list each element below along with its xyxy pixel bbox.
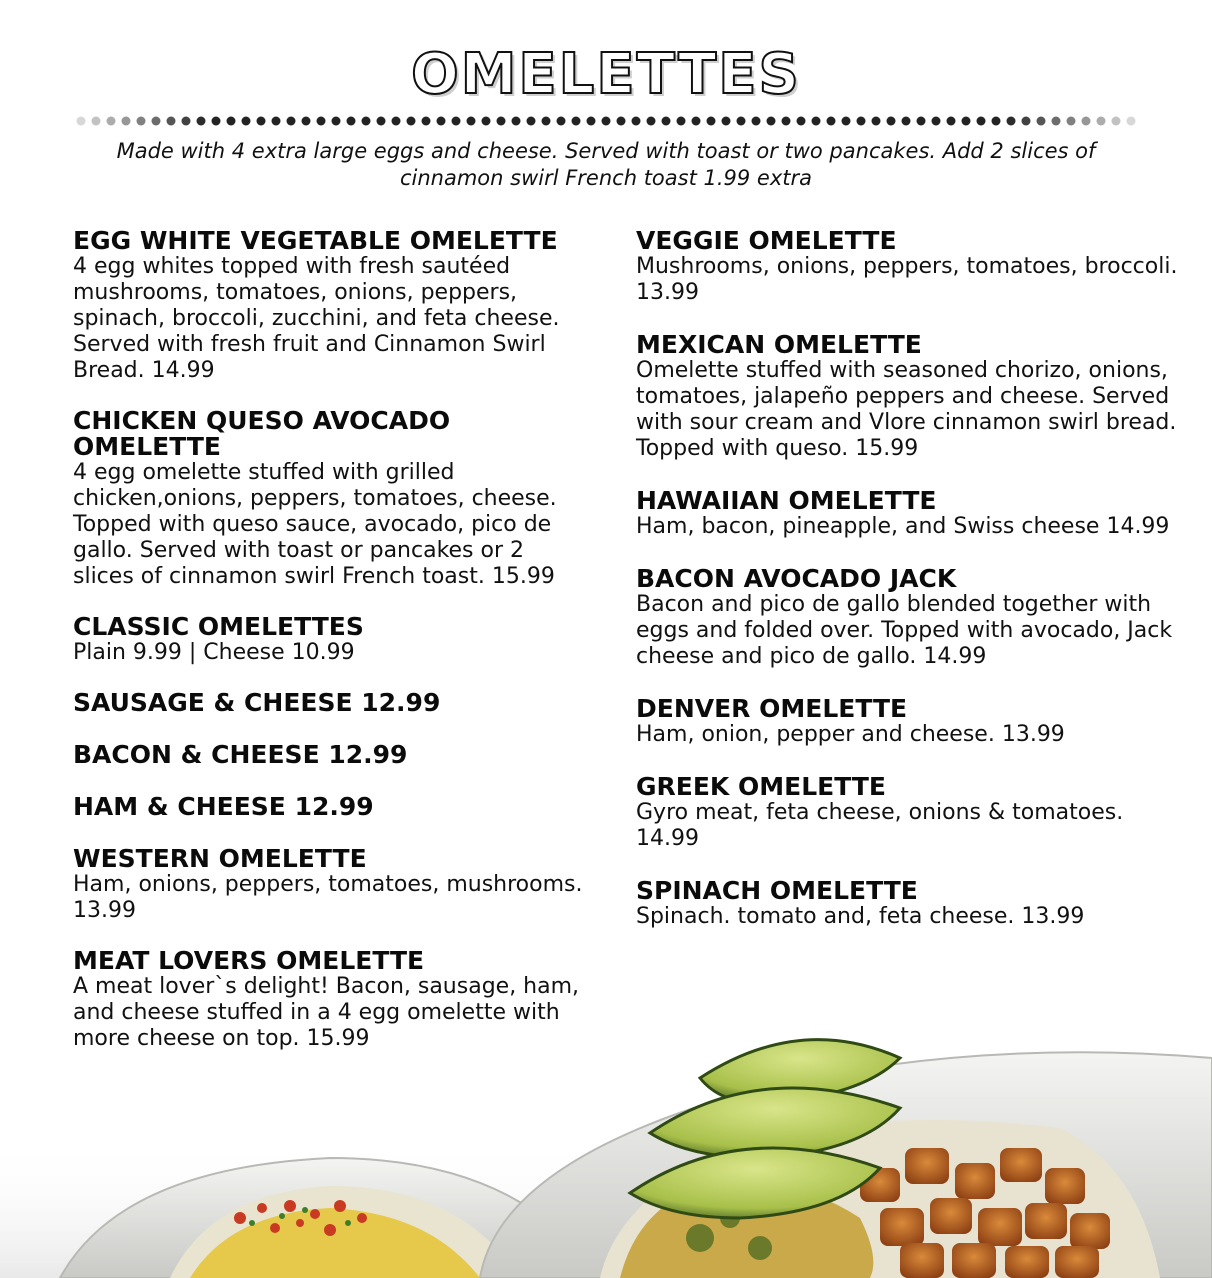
menu-item (636, 332, 1181, 462)
divider-dot (287, 117, 296, 126)
menu-item (73, 690, 583, 716)
divider-dot (302, 117, 311, 126)
menu-item (636, 488, 1181, 540)
item-name: BACON & CHEESE 12.99 (73, 740, 408, 769)
divider-dot (1067, 117, 1076, 126)
divider-dot (902, 117, 911, 126)
divider-dot (107, 117, 116, 126)
right-menu-column (636, 228, 1181, 930)
item-description: A meat lover`s delight! Bacon, sausage, ham, and cheese stuffed in a 4 egg omelette with more cheese on top. 15.99 (73, 974, 580, 1051)
divider-dot (512, 117, 521, 126)
item-description: Ham, onion, pepper and cheese. 13.99 (636, 722, 1065, 747)
menu-subtitle: Made with 4 extra large eggs and cheese. Served with toast or two pancakes. Add 2 slices of cinnamon swirl French toast 1.99 extra (116, 139, 1096, 190)
divider-dot (767, 117, 776, 126)
omelette-plates-photo (0, 1018, 1212, 1278)
menu-item (73, 742, 583, 768)
divider-dot (662, 117, 671, 126)
menu-item (73, 794, 583, 820)
divider-dot (557, 117, 566, 126)
divider-dot (947, 117, 956, 126)
item-name: GREEK OMELETTE (636, 772, 886, 801)
divider-dot (842, 117, 851, 126)
divider-dot (242, 117, 251, 126)
divider-dot (722, 117, 731, 126)
menu-item (636, 774, 1181, 852)
divider-dot (407, 117, 416, 126)
divider-dot (1112, 117, 1121, 126)
divider-dot (542, 117, 551, 126)
divider-dot (827, 117, 836, 126)
item-name: WESTERN OMELETTE (73, 844, 367, 873)
divider-dot (347, 117, 356, 126)
item-name: HAM & CHEESE 12.99 (73, 792, 374, 821)
divider-dot (197, 117, 206, 126)
divider-dot (212, 117, 221, 126)
item-description: Bacon and pico de gallo blended together with eggs and folded over. Topped with avocado, Jack cheese and pico de gallo. 14.99 (636, 592, 1173, 669)
menu-item (636, 228, 1181, 306)
item-description: 4 egg omelette stuffed with grilled chicken,onions, peppers, tomatoes, cheese. Topped with queso sauce, avocado, pico de gallo. Served with toast or pancakes or 2 slices of cinnamon swirl French toast. 15.99 (73, 460, 557, 589)
item-name: CHICKEN QUESO AVOCADO OMELETTE (73, 406, 451, 461)
divider-dot (452, 117, 461, 126)
divider-dot (1082, 117, 1091, 126)
divider-dot (647, 117, 656, 126)
divider-dot (707, 117, 716, 126)
divider-dot (782, 117, 791, 126)
left-menu-column (73, 228, 583, 1052)
divider-dot (167, 117, 176, 126)
divider-dot (587, 117, 596, 126)
menu-title: OMELETTES (411, 42, 801, 107)
item-name: EGG WHITE VEGETABLE OMELETTE (73, 226, 558, 255)
item-description: Ham, bacon, pineapple, and Swiss cheese 14.99 (636, 514, 1170, 539)
divider-dot (992, 117, 1001, 126)
divider-dot (392, 117, 401, 126)
divider-dot (572, 117, 581, 126)
divider-dot (362, 117, 371, 126)
item-name: BACON AVOCADO JACK (636, 564, 957, 593)
divider-dot (122, 117, 131, 126)
item-name: VEGGIE OMELETTE (636, 226, 897, 255)
divider-dot (797, 117, 806, 126)
divider-dot (332, 117, 341, 126)
divider-dot (812, 117, 821, 126)
divider-dot (227, 117, 236, 126)
menu-item (73, 408, 583, 590)
divider-dot (677, 117, 686, 126)
divider-dot (692, 117, 701, 126)
divider-dot (92, 117, 101, 126)
divider-dot (632, 117, 641, 126)
divider-dot (602, 117, 611, 126)
divider-dot (377, 117, 386, 126)
menu-item (73, 846, 583, 924)
item-name: DENVER OMELETTE (636, 694, 908, 723)
item-description: Spinach. tomato and, feta cheese. 13.99 (636, 904, 1085, 929)
item-name: SPINACH OMELETTE (636, 876, 918, 905)
divider-dot (737, 117, 746, 126)
item-description: Omelette stuffed with seasoned chorizo, onions, tomatoes, jalapeño peppers and cheese. Served with sour cream and Vlore cinnamon swirl bread. Topped with queso. 15.99 (636, 358, 1177, 461)
divider-dot (272, 117, 281, 126)
item-name: SAUSAGE & CHEESE 12.99 (73, 688, 441, 717)
menu-item (73, 614, 583, 666)
divider-dot (962, 117, 971, 126)
item-name: MEAT LOVERS OMELETTE (73, 946, 425, 975)
divider-dot (887, 117, 896, 126)
divider-dot (497, 117, 506, 126)
divider-dot (1007, 117, 1016, 126)
divider-dot (317, 117, 326, 126)
item-description: Gyro meat, feta cheese, onions & tomatoes. 14.99 (636, 800, 1124, 851)
divider-dot (872, 117, 881, 126)
divider-dot (152, 117, 161, 126)
divider-dot (422, 117, 431, 126)
divider-dot (77, 117, 86, 126)
divider-dot (752, 117, 761, 126)
divider-dot (257, 117, 266, 126)
right-plate (480, 1040, 1212, 1278)
dotted-divider (75, 115, 1137, 127)
menu-item (636, 878, 1181, 930)
item-description: 4 egg whites topped with fresh sautéed mushrooms, tomatoes, onions, peppers, spinach, broccoli, zucchini, and feta cheese. Served with fresh fruit and Cinnamon Swirl Bread. 14.99 (73, 254, 560, 383)
item-description: Plain 9.99 | Cheese 10.99 (73, 640, 355, 665)
item-name: CLASSIC OMELETTES (73, 612, 364, 641)
divider-dot (977, 117, 986, 126)
divider-dot (182, 117, 191, 126)
divider-dot (857, 117, 866, 126)
divider-dot (617, 117, 626, 126)
divider-dot (437, 117, 446, 126)
menu-item (636, 696, 1181, 748)
divider-dot (527, 117, 536, 126)
divider-dot (917, 117, 926, 126)
item-name: MEXICAN OMELETTE (636, 330, 922, 359)
divider-dot (1097, 117, 1106, 126)
divider-dot (1052, 117, 1061, 126)
divider-dot (932, 117, 941, 126)
divider-dot (1037, 117, 1046, 126)
item-description: Ham, onions, peppers, tomatoes, mushrooms. 13.99 (73, 872, 583, 923)
divider-dot (467, 117, 476, 126)
divider-dot (1127, 117, 1136, 126)
divider-dot (137, 117, 146, 126)
item-name: HAWAIIAN OMELETTE (636, 486, 937, 515)
divider-dot (1022, 117, 1031, 126)
item-description: Mushrooms, onions, peppers, tomatoes, broccoli. 13.99 (636, 254, 1178, 305)
menu-item (636, 566, 1181, 670)
menu-item (73, 228, 583, 384)
divider-dot (482, 117, 491, 126)
